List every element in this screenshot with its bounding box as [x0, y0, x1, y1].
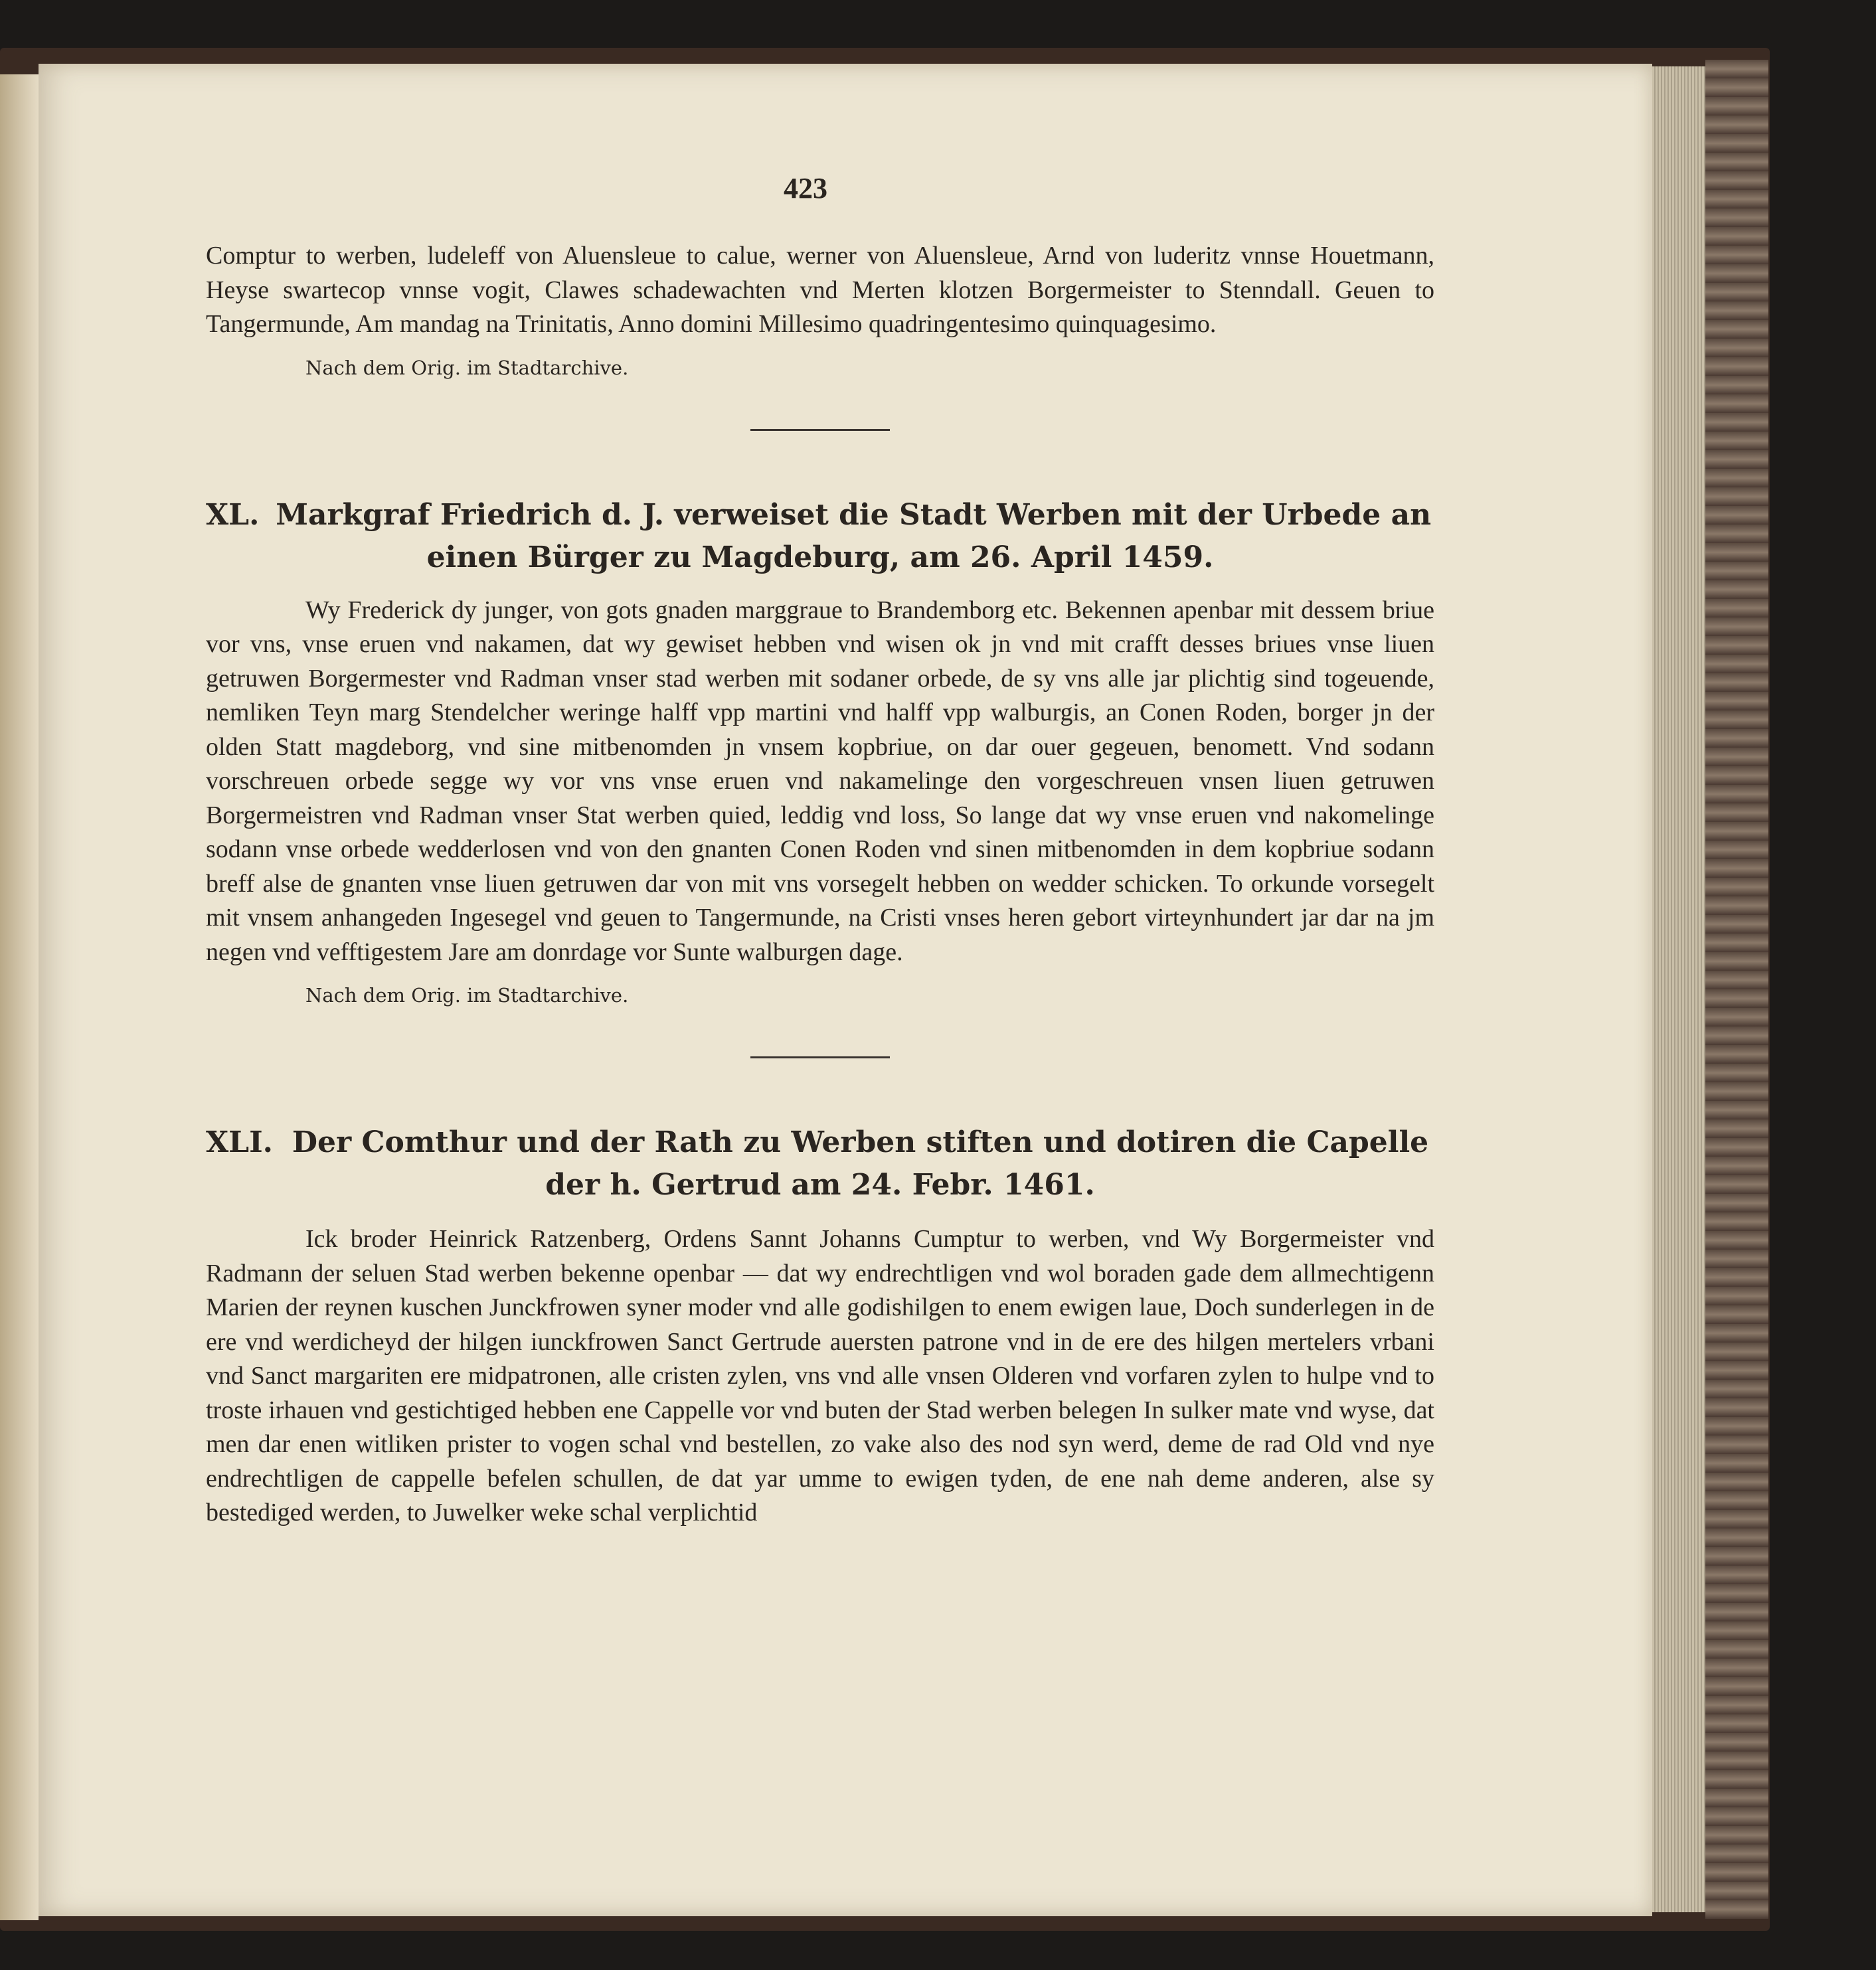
section-number: XL. — [206, 497, 260, 532]
source-note: Nach dem Orig. im Stadtarchive. — [305, 356, 629, 379]
section-body: Wy Frederick dy junger, von gots gnaden marggraue to Brandemborg etc. Bekennen apenbar mit dessem briue vor vns, vnse eruen vnd nakamen, dat wy gewiset hebben vnd wisen ok jn vnd mit crafft desses briues vnse liuen getruwen Borgermester vnd Radman vnser stad werben mit sodaner orbede, de sy vns alle jar plichtig sind togeuende, nemliken Teyn marg Stendelcher weringe halff vpp martini vnd halff vpp walburgis, an Conen Roden, borger jn der olden Statt magdeborg, vnd sine mitbenomden jn vnsem kopbriue, on dar ouer gegeuen, benomett. Vnd sodann vorschreuen orbede segge wy vor vns vnse eruen vnd nakamelinge den vorgeschreuen vnsen liuen getruwen Borgermeistren vnd Radman vnser Stat werben quied, leddig vnd loss, So lange dat wy vnse eruen vnd nakomelinge sodann vnse orbede wedderlosen vnd von den gnanten Conen Roden vnd sinen mitbenomden in dem kopbriue sodann breff alse de gnanten vnse liuen getruwen dar von mit vns vorsegelt hebben on wedder schicken. To orkunde vorsegelt mit vnsem anhangeden Ingesegel vnd geuen to Tangermunde, na Cristi vnses heren gebort virteynhundert jar dar na jm negen vnd vefftigestem Jare am donrdage vor Sunte walburgen dage. — [206, 596, 1434, 966]
marbled-cover-edge — [1705, 60, 1768, 1919]
section-title: Der Comthur und der Rath zu Werben stiften und dotiren die Capelle der h. Gertrud am 24. Febr. 1461. — [292, 1125, 1429, 1202]
section-number: XLI. — [206, 1125, 273, 1159]
source-note: Nach dem Orig. im Stadtarchive. — [305, 984, 629, 1007]
page-number: 423 — [784, 172, 827, 205]
previous-page-edge — [0, 74, 39, 1920]
top-paragraph: Comptur to werben, ludeleff von Aluensleue to calue, werner von Aluensleue, Arnd von luderitz vnnse Houetmann, Heyse swartecop vnnse vogit, Clawes schadewachten vnd Merten klotzen Borgermeister to Stenndall. Geuen to Tangermunde, Am mandag na Trinitatis, Anno domini Millesimo quadringentesimo quinquagesimo. — [206, 242, 1434, 338]
page-text — [206, 166, 1434, 1530]
section-heading-41 — [206, 1121, 1434, 1206]
section-title: Markgraf Friedrich d. J. verweiset die Stadt Werben mit der Urbede an einen Bürger zu Magdeburg, am 26. April 1459. — [276, 497, 1432, 574]
section-body: Ick broder Heinrick Ratzenberg, Ordens Sannt Johanns Cumptur to werben, vnd Wy Borgermeister vnd Radmann der seluen Stad werben bekenne openbar — dat wy endrechtligen vnd wol boraden gade dem allmechtigenn Marien der reynen kuschen Junckfrowen syner moder vnd alle godishilgen to enem ewigen laue, Doch sunderlegen in de ere vnd werdicheyd der hilgen iunckfrowen Sanct Gertrude auersten patrone vnd in de ere des hilgen mertelers vrbani vnd Sanct margariten ere midpatronen, alle cristen zylen, vns vnd alle vnsen Olderen vnd vorfaren zylen to hulpe vnd to troste irhauen vnd gestichtiged hebben ene Cappelle vor vnd buten der Stad werben belegen In sulker mate vnd wyse, dat men dar enen witliken prister to vogen schal vnd bestellen, zo vake also des nod syn werd, deme de rad Old vnd nye endrechtligen de cappelle befelen schullen, de dat yar umme to ewigen tyden, de ene nah deme anderen, alse sy bestediged werden, to Juwelker weke schal verplichtid — [206, 1225, 1434, 1526]
page-stack-edge — [1652, 66, 1705, 1912]
section-heading-40 — [206, 494, 1434, 579]
